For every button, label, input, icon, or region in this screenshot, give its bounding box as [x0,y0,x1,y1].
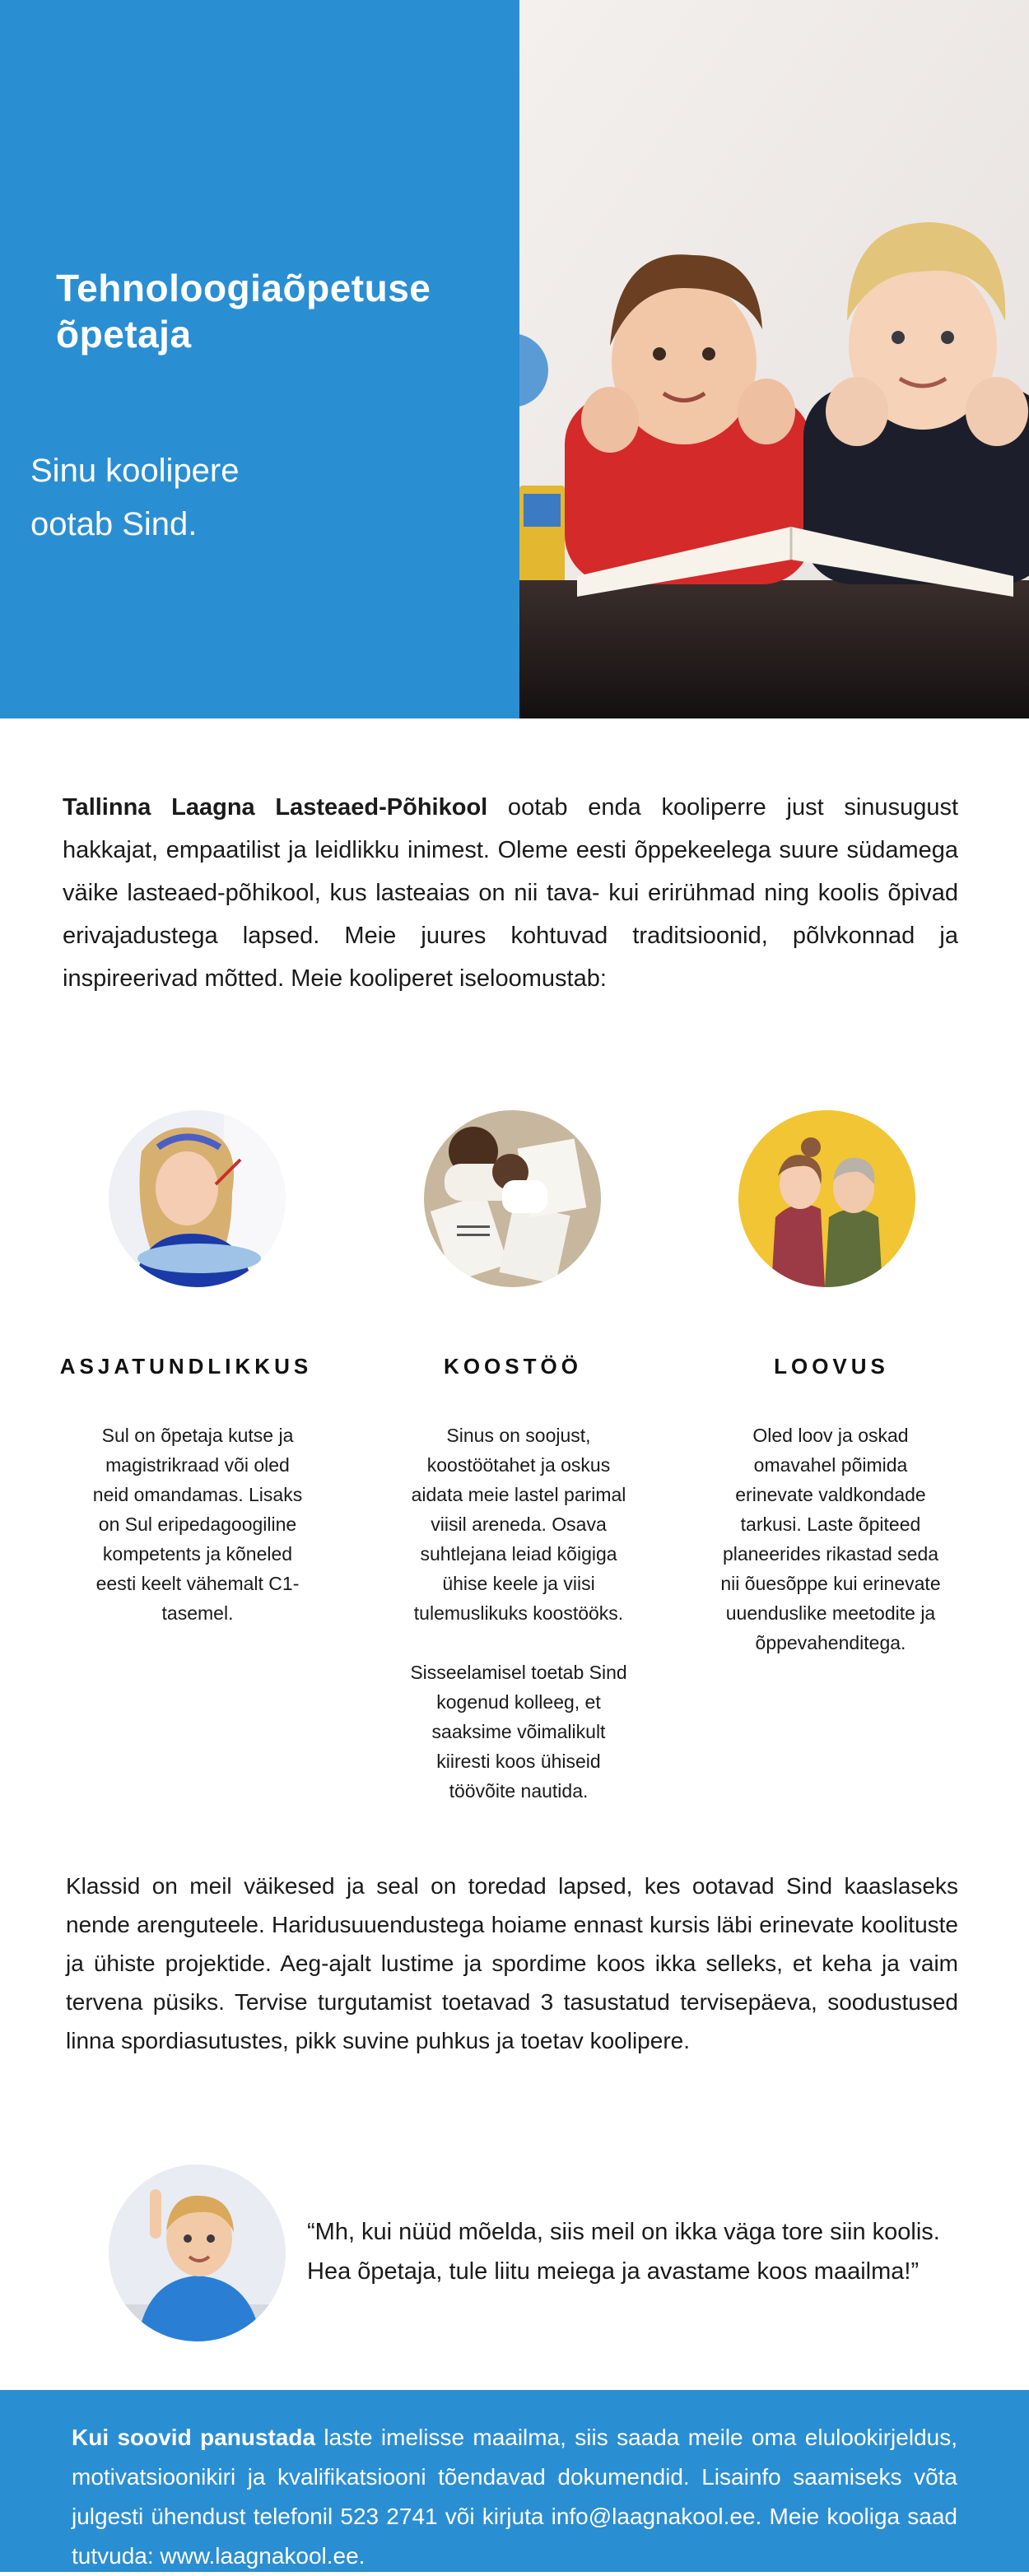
text-line: saaksime võimalikult [431,1721,606,1742]
quality-text [387,1421,650,1806]
text-line: koostöötahet ja oskus [426,1454,611,1476]
boy-raising-finger-photo [109,2164,286,2341]
text-spacer [387,1628,650,1658]
page-title [56,265,517,357]
text-line: erinevate valdkondade [735,1484,926,1505]
two-boys-reading-photo [519,0,1029,718]
text-line: planeerides rikastad seda [722,1543,939,1565]
text-line: kompetents ja kõneled [102,1543,293,1565]
quote-line: “Mh, kui nüüd mõelda, siis meil on ikka väga tore siin koolis. [307,2219,940,2245]
subtitle-line: Sinu koolipere [30,453,240,489]
children-with-papers-photo [424,1110,601,1287]
hero-blue-panel [0,0,519,718]
text-line: Sisseelamisel toetab Sind [410,1662,627,1683]
contact-footer [0,2390,1029,2572]
benefits-paragraph: Klassid on meil väikesed ja seal on toredad lapsed, kes ootavad Sind kaaslaseks nende arenguteele. Haridusuuendustega hoiame ennast kursis läbi erinevate koolituste ja ühiste projektide. Aeg-ajalt lustime ja spordime koos ikka selleks, et keha ja vaim tervena püsiks. Tervise turgutamist toetavad 3 tasustatud tervisepäeva, soodustused linna spordiasutustes, pikk suvine puhkus ja toetav koolipere. [66,1873,958,2053]
text-line: aidata meie lastel parimal [411,1484,626,1505]
text-line: magistrikraad või oled [105,1454,290,1476]
text-line: on Sul eripedagoogiline [98,1514,297,1535]
quality-title: ASJATUNDLIKKUS [59,1354,313,1379]
text-line: omavahel põimida [753,1454,908,1476]
footer-lead: Kui soovid panustada [72,2425,316,2450]
contact-text [72,2418,957,2576]
testimonial-quote [307,2212,966,2291]
intro-paragraph [63,786,958,1000]
subtitle-line: ootab Sind. [30,506,198,542]
hero-section [0,0,1029,718]
text-line: Sul on õpetaja kutse ja [101,1425,294,1446]
quality-title: KOOSTÖÖ [444,1354,582,1379]
text-line: tulemuslikuks koostööks. [413,1602,624,1624]
text-line: uuenduslike meetodite ja [725,1602,936,1624]
text-line: õppevahenditega. [755,1632,906,1653]
text-line: tasemel. [161,1602,234,1624]
hero-subtitle [30,444,491,551]
text-line: viisil areneda. Osava [431,1514,607,1535]
text-line: Sinus on soojust, [446,1425,591,1446]
quote-line: Hea õpetaja, tule liitu meiega ja avastame koos maailma!” [307,2258,920,2285]
text-line: Oled loov ja oskad [752,1425,909,1446]
title-line: õpetaja [56,313,192,356]
quality-title: LOOVUS [774,1354,889,1379]
intro-text: ootab enda kooliperre just sinusugust hakkajat, empaatilist ja leidlikku inimest. Oleme eesti õppekeelega suure südamega väike lasteaed-põhikool, kus lasteaias on nii tava- kui erirühmad ning koolis õpivad erivajadustega lapsed. Meie juures kohtuvad traditsioonid, põlvkonnad ja inspireerivad mõtted. Meie kooliperet iseloomustab: [63,794,959,992]
quality-text [66,1421,329,1628]
text-line: suhtlejana leiad kõigiga [420,1543,617,1565]
two-kids-yellow-background-photo [738,1110,915,1287]
text-line: kogenud kolleeg, et [436,1691,601,1713]
girl-painting-photo [109,1110,286,1287]
text-line: tarkusi. Laste õpiteed [740,1514,921,1535]
text-line: ühise keele ja viisi [442,1573,595,1594]
school-name: Tallinna Laagna Lasteaed-Põhikool [63,794,488,821]
title-line: Tehnoloogiaõpetuse [56,267,431,309]
footer-body: laste imelisse maailma, siis saada meile oma elulookirjeldus, motivatsioonikiri ja kvalifikatsiooni tõendavad dokumendid. Lisainfo saamiseks võta julgesti ühendust telefonil 523 2741 või kirjuta info@laagnakool.ee. Meie kooliga saad tutvuda: www.laagnakool.ee. [72,2425,957,2569]
text-line: töövõite nautida. [449,1780,589,1802]
text-line: nii õuesõppe kui erinevate [720,1573,941,1594]
text-line: eesti keelt vähemalt C1- [95,1573,300,1594]
text-line: neid omandamas. Lisaks [92,1484,303,1505]
quality-text [699,1421,962,1658]
text-line: kiiresti koos ühiseid [436,1751,601,1772]
